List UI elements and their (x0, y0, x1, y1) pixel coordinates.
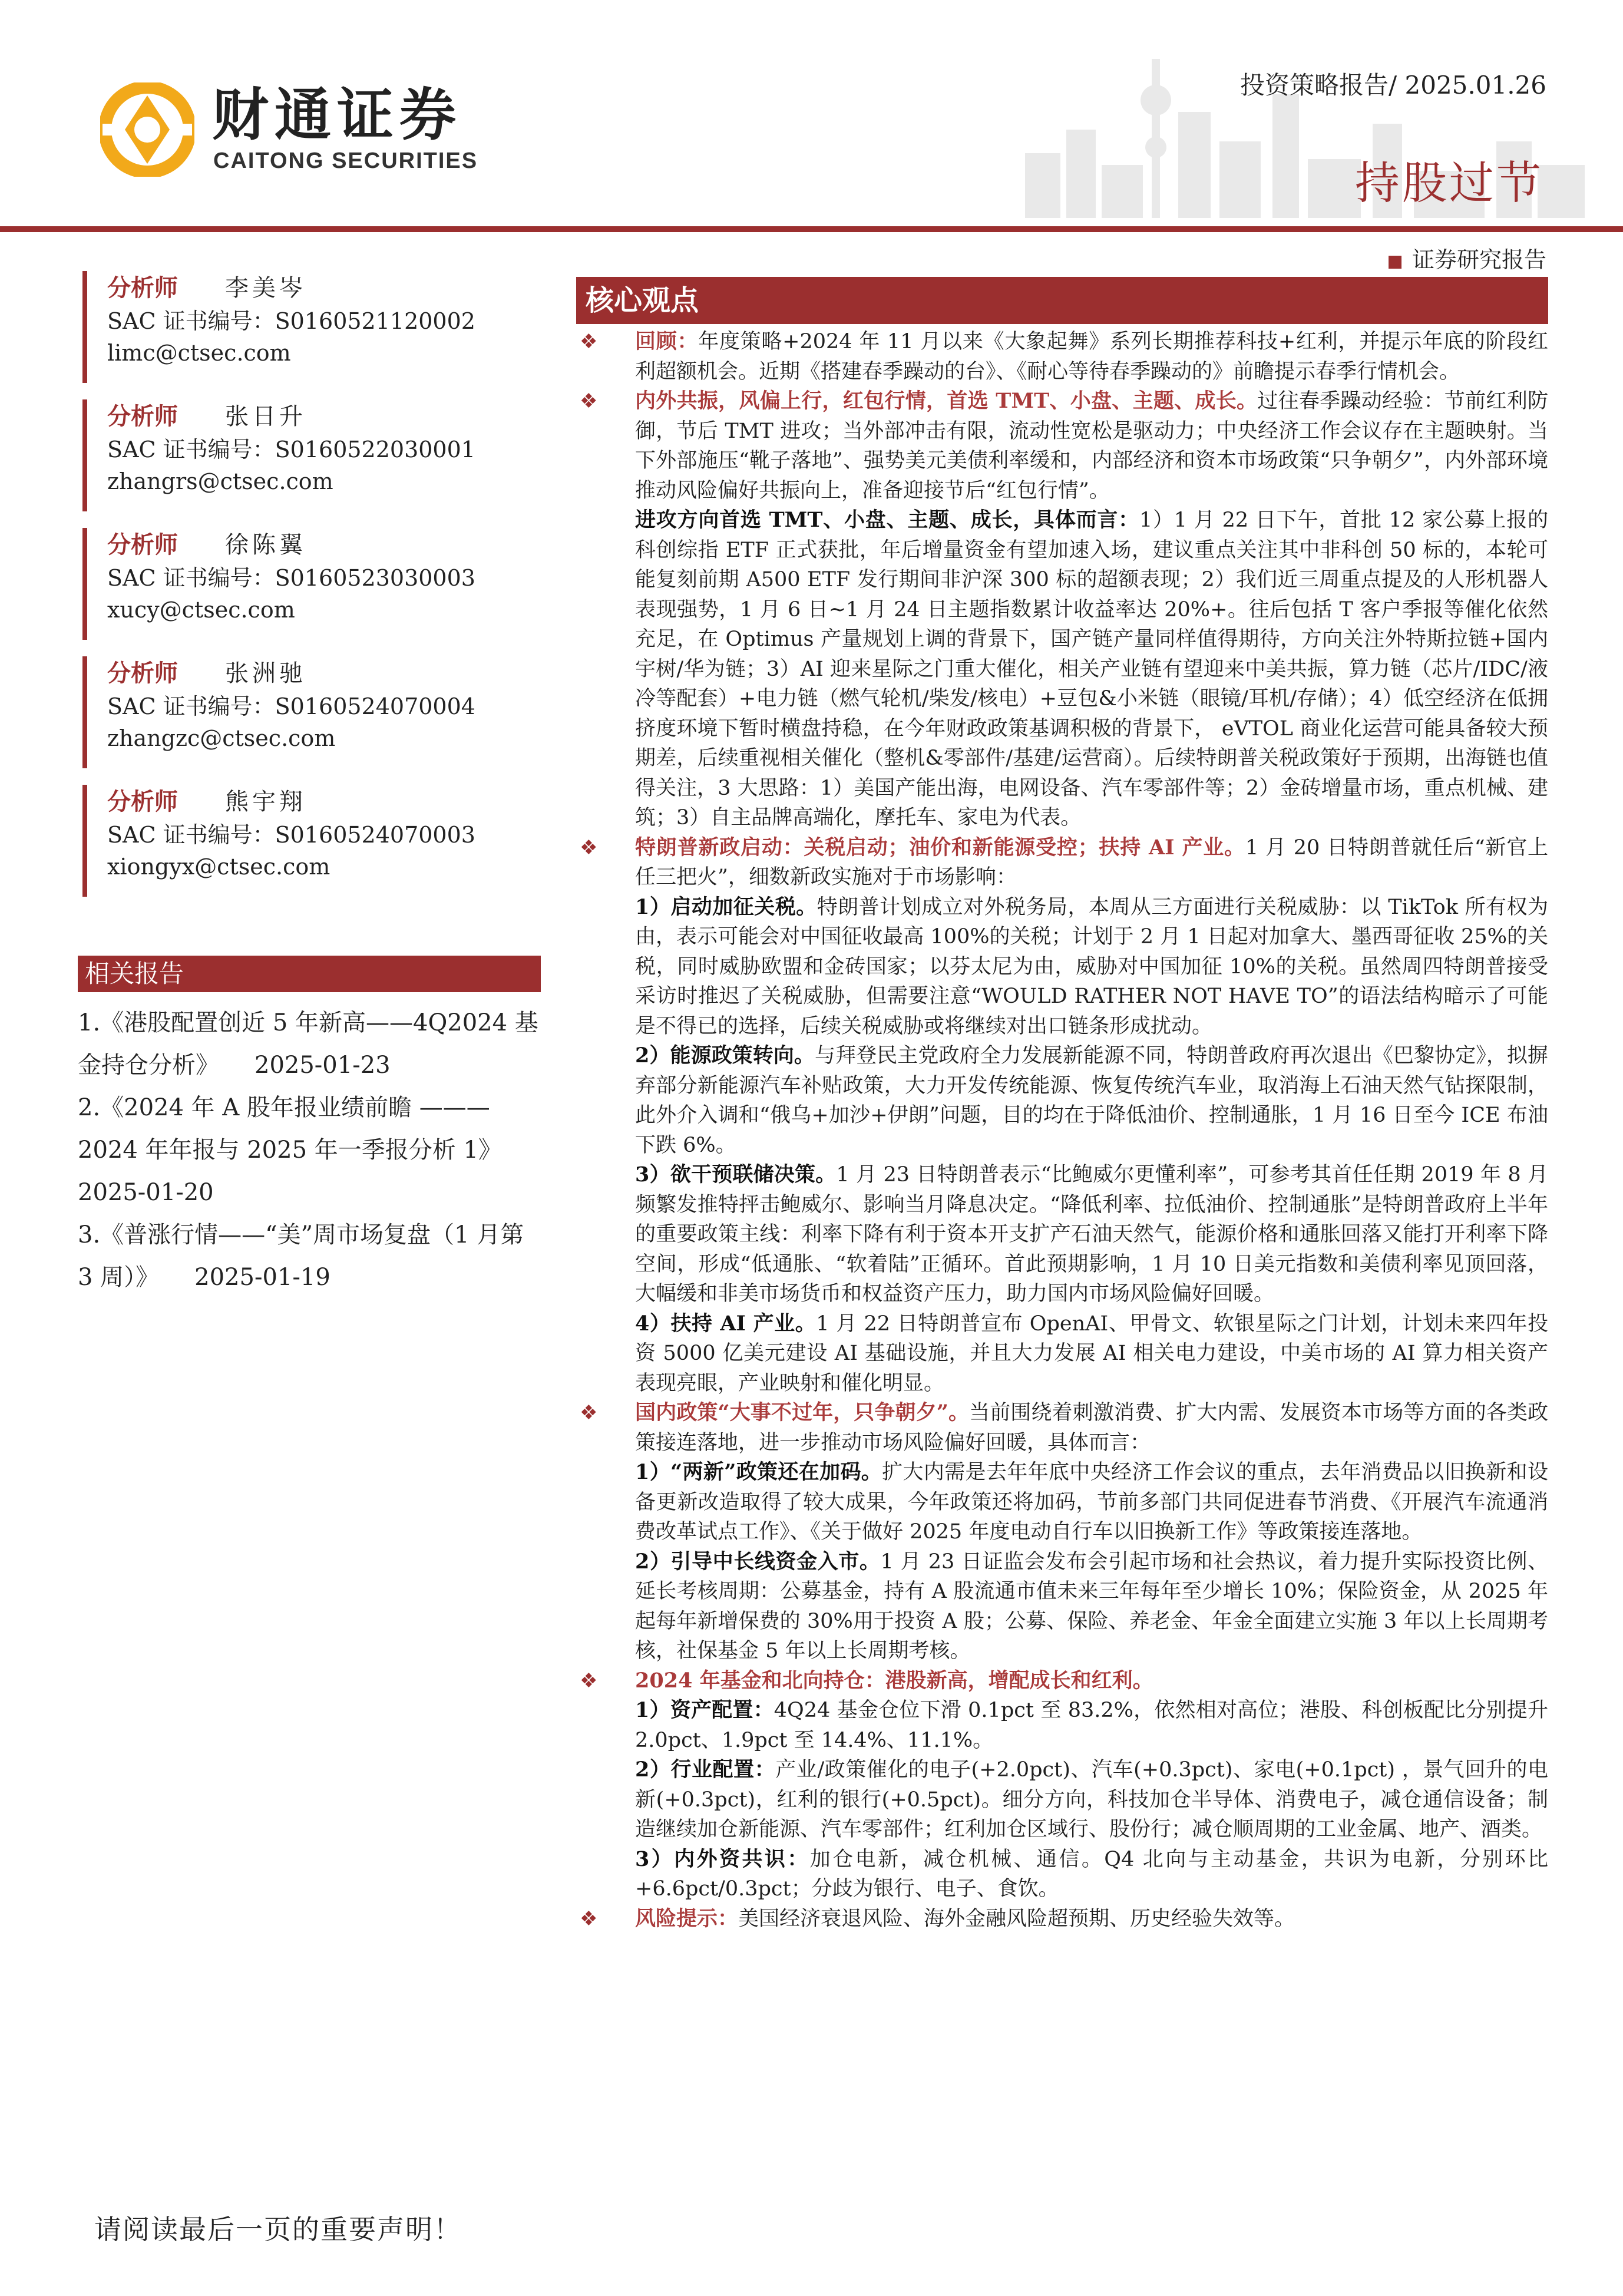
analyst-card (82, 271, 536, 383)
bullet-risk: ❖ 风险提示：美国经济衰退风险、海外金融风险超预期、历史经验失效等。 (576, 1904, 1548, 1934)
diamond-bullet-icon: ❖ (580, 1669, 598, 1693)
analyst-email[interactable]: zhangzc@ctsec.com (107, 725, 336, 751)
analyst-sac: SAC 证书编号：S0160522030001 (107, 437, 475, 462)
paragraph-ai: 4）扶持 AI 产业。1 月 22 日特朗普宣布 OpenAI、甲骨文、软银星际之门计划，计划未来四年投资 5000 亿美元建设 AI 基础设施，并且大力发展 AI 相关电力建设，中美市场的 AI 算力相关资产表现亮眼，产业映射和催化明显。 (635, 1311, 1548, 1395)
diamond-bullet-icon: ❖ (580, 1401, 598, 1425)
related-report-item[interactable]: 1.《港股配置创近 5 年新高——4Q2024 基金持仓分析》 2025-01-23 (78, 1009, 538, 1079)
paragraph-attack-direction: 进攻方向首选 TMT、小盘、主题、成长，具体而言：1）1 月 22 日下午，首批 12 家公募上报的科创综指 ETF 正式获批，年后增量资金有望加速入场，建议重点关注其中非科创 50 标的，本轮可能复刻前期 A500 ETF 发行期间非沪深 300 标的超额表现；2）我们近三周重点提及的人形机器人表现强势，1 月 6 日~1 月 24 日主题指数累计收益率达 20%+。往后包括 T 客户季报等催化依然充足，在 Optimus 产量规划上调的背景下，国产链产量同样值得期待，方向关注外特斯拉链+国内宇树/华为链；3）AI 迎来星际之门重大催化，相关产业链有望迎来中美共振，算力链（芯片/IDC/液冷等配套）+电力链（燃气轮机/柴发/核电）+豆包&小米链（眼镜/耳机/存储）；4）低空经济在低拥挤度环境下暂时横盘持稳，在今年财政政策基调积极的背景下， eVTOL 商业化运营可能具备较大预期差，后续重视相关催化（整机&零部件/基建/运营商）。后续特朗普关税政策好于预期，出海链也值得关注，3 大思路：1）美国产能出海，电网设备、汽车零部件等；2）金砖增量市场，重点机械、建筑；3）自主品牌高端化，摩托车、家电为代表。 (635, 508, 1548, 830)
brand-name-cn: 财通证券 (212, 82, 462, 148)
bullet-trump-policy: ❖ 特朗普新政启动：关税启动；油价和新能源受控；扶持 AI 产业。1 月 20 日特朗普就任后“新官上任三把火”，细数新政实施对于市场影响： (576, 833, 1548, 893)
analyst-sac: SAC 证书编号：S0160523030003 (107, 565, 475, 591)
related-reports-list (78, 1002, 543, 1299)
analyst-email[interactable]: xucy@ctsec.com (107, 597, 295, 623)
analyst-role: 分析师 (107, 274, 178, 302)
paragraph-two-new: 1）“两新”政策还在加码。扩大内需是去年年底中央经济工作会议的重点，去年消费品以旧换新和设备更新改造取得了较大成果，今年政策还将加码，节前多部门共同促进春节消费、《开展汽车流通消费改革试点工作》、《关于做好 2025 年度电动自行车以旧换新工作》等政策接连落地。 (635, 1460, 1548, 1544)
company-logo-icon (100, 82, 194, 177)
bullet-domestic-policy: ❖ 国内政策“大事不过年，只争朝夕”。当前围绕着刺激消费、扩大内需、发展资本市场等方面的各类政策接连落地，进一步推动市场风险偏好回暖，具体而言： (576, 1398, 1548, 1458)
paragraph-tariffs: 1）启动加征关税。特朗普计划成立对外税务局，本周从三方面进行关税威胁：以 TikTok 所有权为由，表示可能会对中国征收最高 100%的关税；计划于 2 月 1 日起对加拿大、墨西哥征收 25%的关税，同时威胁欧盟和金砖国家；以芬太尼为由，威胁对中国加征 10%的关税。虽然周四特朗普接受采访时推迟了关税威胁，但需要注意“WOULD RATHER NOT HAVE TO”的语法结构暗示了可能是不得已的选择，后续关税威胁或将继续对出口链条形成扰动。 (635, 894, 1548, 1038)
report-title: 持股过节 (1355, 157, 1543, 209)
report-kind-label: 证券研究报告 (1412, 247, 1546, 273)
paragraph-fed: 3）欲干预联储决策。1 月 23 日特朗普表示“比鲍威尔更懂利率”，可参考其首任任期 2019 年 8 月频繁发推特抨击鲍威尔、影响当月降息决定。“降低利率、拉低油价、控制通胀”是特朗普政府上半年的重要政策主线：利率下降有利于资本开支扩产石油天然气，能源价格和通胀回落又能打开利率下降空间，形成“低通胀、“软着陆”正循环。首此预期影响，1 月 10 日美元指数和美债利率见顶回落，大幅缓和非美市场货币和权益资产压力，助力国内市场风险偏好回暖。 (635, 1162, 1549, 1306)
analyst-email[interactable]: xiongyx@ctsec.com (107, 854, 330, 880)
header-divider (0, 226, 1623, 232)
brand-name-en: CAITONG SECURITIES (213, 148, 478, 173)
bullet-fund-holdings: ❖ 2024 年基金和北向持仓：港股新高，增配成长和红利。 (576, 1666, 1548, 1696)
analyst-role: 分析师 (107, 659, 178, 687)
diamond-bullet-icon: ❖ (580, 389, 598, 413)
analyst-name: 张日升 (225, 403, 306, 430)
diamond-bullet-icon: ❖ (580, 1907, 598, 1931)
paragraph-energy: 2）能源政策转向。与拜登民主党政府全力发展新能源不同，特朗普政府再次退出《巴黎协定》，拟摒弃部分新能源汽车补贴政策，大力开发传统能源、恢复传统汽车业，取消海上石油天然气钻探限制，此外介入调和“俄乌+加沙+伊朗”问题，目的均在于降低油价、控制通胀，1 月 16 日至今 ICE 布油下跌 6%。 (635, 1043, 1548, 1157)
analyst-name: 徐陈翼 (225, 531, 306, 559)
paragraph-industry-allocation: 2）行业配置：产业/政策催化的电子(+2.0pct)、汽车(+0.3pct)、家电(+0.1pct) ，景气回升的电新(+0.3pct)，红利的银行(+0.5pct)。细分方向，科技加仓半导体、消费电子，减仓通信设备；制造继续加仓新能源、汽车零部件；红利加仓区域行、股份行；减仓顺周期的工业金属、地产、酒类。 (635, 1757, 1549, 1841)
paragraph-consensus: 3）内外资共识：加仓电新，减仓机械、通信。Q4 北向与主动基金，共识为电新，分别环比+6.6pct/0.3pct；分歧为银行、电子、食饮。 (635, 1846, 1548, 1901)
analyst-card (82, 656, 536, 768)
analyst-card (82, 528, 536, 640)
analyst-card (82, 785, 536, 897)
analyst-sac: SAC 证书编号：S0160524070003 (107, 822, 475, 848)
analyst-sac: SAC 证书编号：S0160524070004 (107, 693, 475, 719)
analyst-role: 分析师 (107, 788, 178, 815)
related-reports-heading: 相关报告 (78, 956, 541, 992)
bullet-review: ❖ 回顾：年度策略+2024 年 11 月以来《大象起舞》系列长期推荐科技+红利，并提示年底的阶段红利超额机会。近期《搭建春季躁动的台》、《耐心等待春季躁动的》前瞻提示春季行情机会。 (576, 327, 1548, 386)
analyst-sac: SAC 证书编号：S0160521120002 (107, 308, 475, 334)
paragraph-asset-allocation: 1）资产配置：4Q24 基金仓位下滑 0.1pct 至 83.2%，依然相对高位；港股、科创板配比分别提升 2.0pct、1.9pct 至 14.4%、11.1%。 (635, 1698, 1548, 1752)
analyst-email[interactable]: zhangrs@ctsec.com (107, 468, 333, 494)
analyst-card (82, 399, 536, 511)
disclaimer-note: 请阅读最后一页的重要声明！ (94, 2214, 462, 2245)
analyst-name: 张洲驰 (225, 660, 306, 687)
analyst-role: 分析师 (107, 402, 178, 430)
related-report-item[interactable]: 2.《2024 年 A 股年报业绩前瞻 ——— 2024 年年报与 2025 年一季报分析 1》 2025-01-20 (78, 1094, 502, 1206)
bullet-resonance: ❖ 内外共振，风偏上行，红包行情，首选 TMT、小盘、主题、成长。过往春季躁动经验：节前红利防御，节后 TMT 进攻；当外部冲击有限，流动性宽松是驱动力；中央经济工作会议存在主题映射。当下外部施压“靴子落地”、强势美元美债利率缓和，内部经济和资本市场政策“只争朝夕”，内外部环境推动风险偏好共振向上，准备迎接节后“红包行情”。 (576, 386, 1548, 506)
square-bullet-icon (1389, 256, 1401, 269)
analyst-role: 分析师 (107, 531, 178, 559)
diamond-bullet-icon: ❖ (580, 330, 598, 354)
related-report-item[interactable]: 3.《普涨行情——“美”周市场复盘（1 月第 3 周）》 2025-01-19 (78, 1221, 524, 1291)
paragraph-long-funds: 2）引导中长线资金入市。1 月 23 日证监会发布会引起市场和社会热议，着力提升实际投资比例、延长考核周期：公募基金，持有 A 股流通市值未来三年每年至少增长 10%；保险资金，从 2025 年起每年新增保费的 30%用于投资 A 股；公募、保险、养老金、年金全面建立实施 3 年以上长周期考核，社保基金 5 年以上长周期考核。 (635, 1549, 1549, 1663)
analyst-name: 李美岑 (225, 275, 306, 302)
core-view-body (576, 327, 1548, 1934)
analyst-email[interactable]: limc@ctsec.com (107, 340, 291, 366)
core-view-heading: 核心观点 (576, 277, 1548, 324)
diamond-bullet-icon: ❖ (580, 835, 598, 860)
analyst-name: 熊宇翔 (225, 788, 306, 815)
report-type-date: 投资策略报告/ 2025.01.26 (1240, 71, 1546, 100)
report-kind (1389, 242, 1546, 274)
